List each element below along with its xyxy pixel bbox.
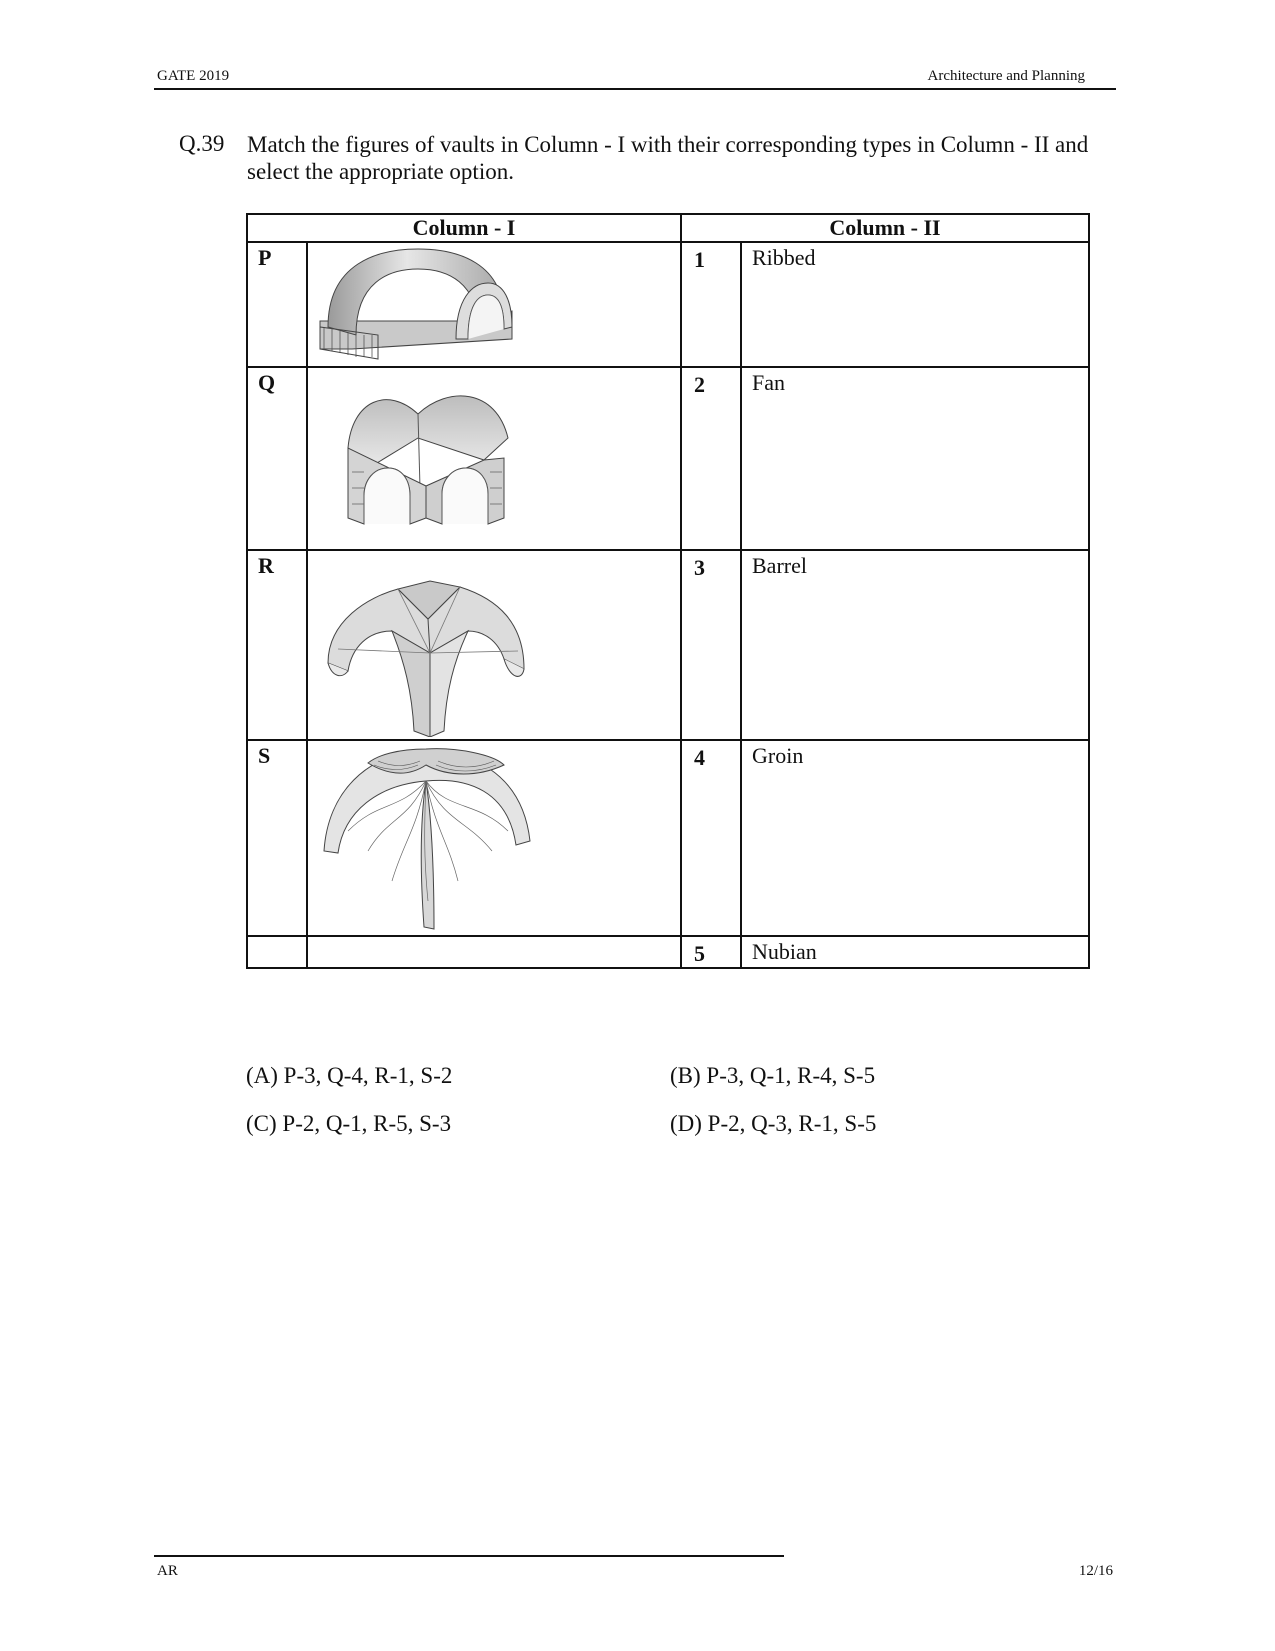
row-label: P xyxy=(247,242,307,367)
footer-rule xyxy=(154,1555,784,1557)
table-row xyxy=(247,550,1089,740)
option-c[interactable]: (C) P-2, Q-1, R-5, S-3 xyxy=(246,1111,452,1136)
table-row xyxy=(247,242,1089,367)
type-number: 2 xyxy=(681,367,741,550)
type-name: Nubian xyxy=(741,936,1089,968)
header-rule xyxy=(154,88,1116,90)
option-b[interactable]: (B) P-3, Q-1, R-4, S-5 xyxy=(670,1063,876,1088)
table-row xyxy=(247,740,1089,936)
table-row xyxy=(247,936,1089,968)
empty-figure-cell xyxy=(307,936,681,968)
type-number: 5 xyxy=(681,936,741,968)
type-number: 4 xyxy=(681,740,741,936)
row-label: R xyxy=(247,550,307,740)
footer-code: AR xyxy=(157,1563,178,1579)
row-label: S xyxy=(247,740,307,936)
header-paper: Architecture and Planning xyxy=(927,68,1085,84)
barrel-vault-figure xyxy=(308,243,528,365)
question-text: Match the figures of vaults in Column - I with their corresponding types in Column - II and select the appropriate option. xyxy=(247,132,1089,184)
figure-s xyxy=(307,740,681,936)
figure-r xyxy=(307,550,681,740)
header-exam: GATE 2019 xyxy=(157,68,230,84)
type-number: 1 xyxy=(681,242,741,367)
figure-p xyxy=(307,242,681,367)
type-number: 3 xyxy=(681,550,741,740)
column-1-header: Column - I xyxy=(247,214,681,242)
option-d[interactable]: (D) P-2, Q-3, R-1, S-5 xyxy=(670,1111,877,1136)
type-name: Fan xyxy=(741,367,1089,550)
row-label: Q xyxy=(247,367,307,550)
type-name: Ribbed xyxy=(741,242,1089,367)
type-name: Groin xyxy=(741,740,1089,936)
option-a[interactable]: (A) P-3, Q-4, R-1, S-2 xyxy=(246,1063,453,1088)
ribbed-vault-figure xyxy=(308,551,548,737)
type-name: Barrel xyxy=(741,550,1089,740)
groin-vault-figure xyxy=(308,368,548,548)
table-row xyxy=(247,367,1089,550)
page-number: 12/16 xyxy=(1078,1563,1113,1579)
column-2-header: Column - II xyxy=(681,214,1089,242)
fan-vault-figure xyxy=(308,741,548,933)
match-table xyxy=(246,213,1090,969)
question-number: Q.39 xyxy=(179,131,225,156)
figure-q xyxy=(307,367,681,550)
empty-label-cell xyxy=(247,936,307,968)
